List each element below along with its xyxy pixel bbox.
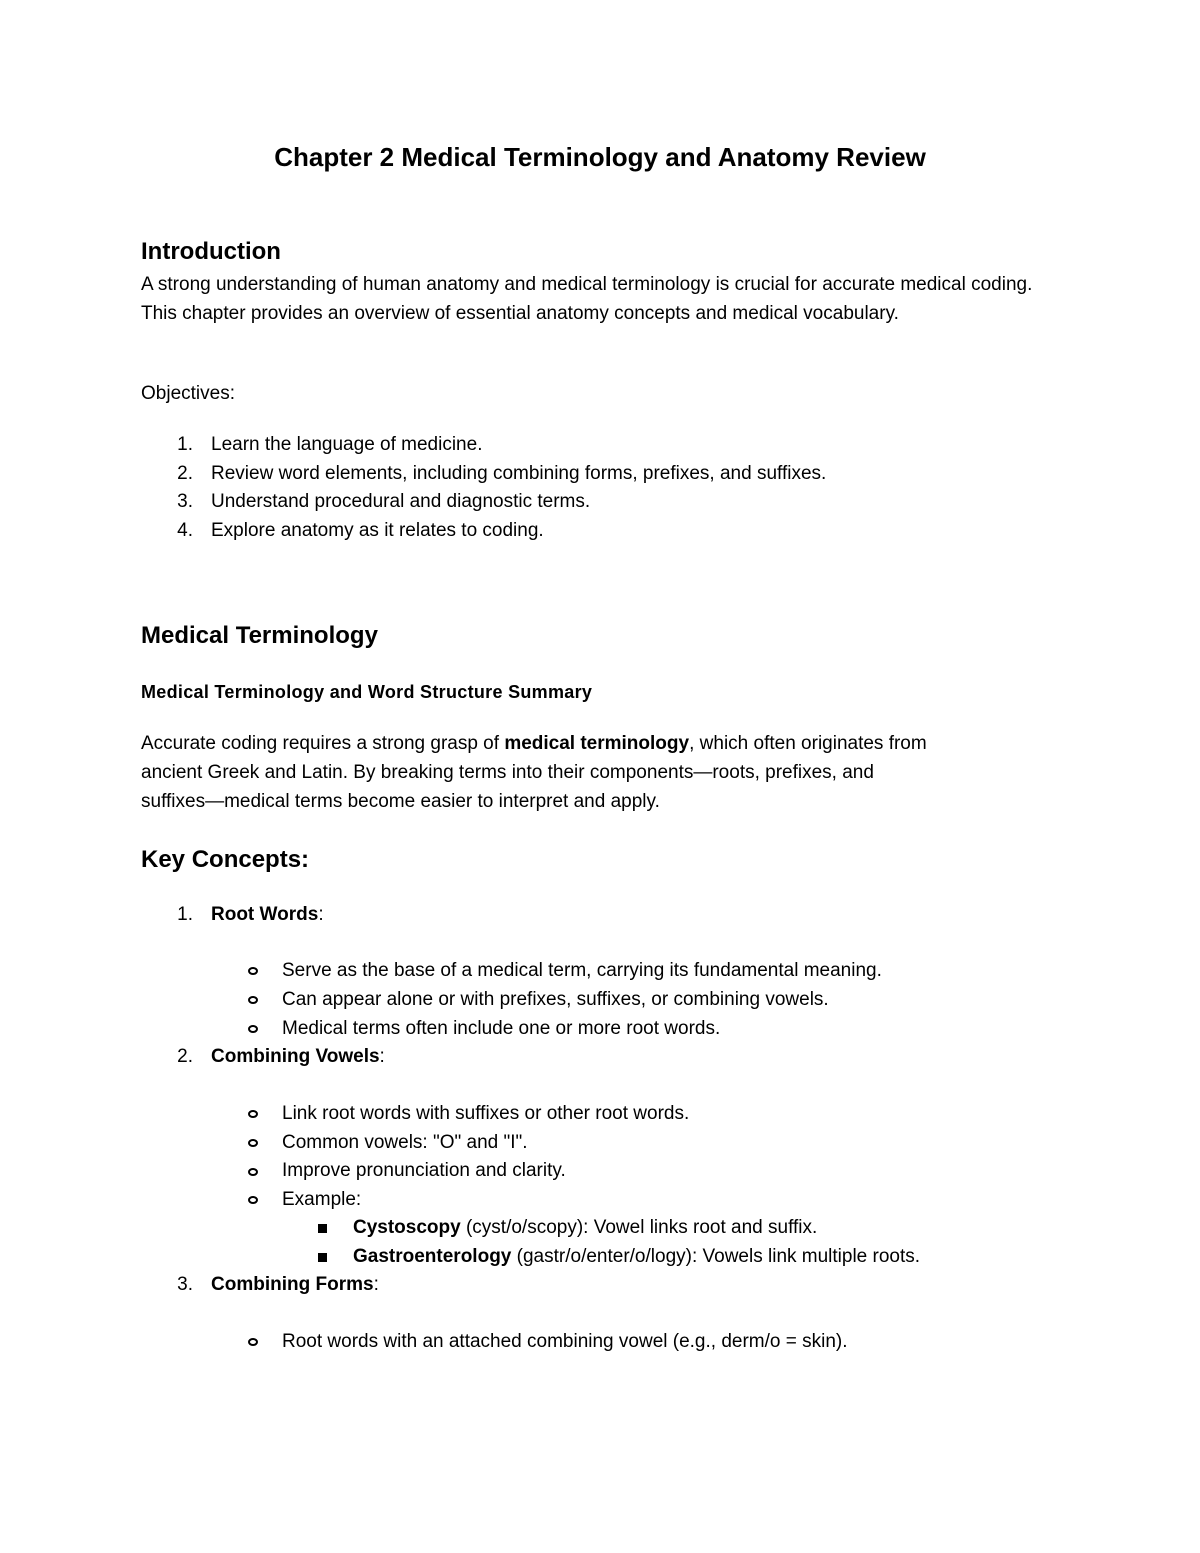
terminology-text: , which often originates from — [689, 733, 927, 754]
objective-number: 2. — [177, 463, 193, 484]
introduction-paragraph: A strong understanding of human anatomy and medical terminology is crucial for accurate medical coding. This chapter provides an overview of essential anatomy concepts and medical vocabulary. — [141, 274, 1033, 324]
terminology-bold-term: medical terminology — [504, 733, 690, 754]
concept-root-words — [211, 901, 324, 929]
example-item — [353, 1214, 817, 1242]
list-item: Root words with an attached combining vowel (e.g., derm/o = skin). — [282, 1331, 848, 1352]
square-bullet-icon — [318, 1253, 327, 1262]
hollow-bullet-icon — [248, 1196, 258, 1204]
hollow-bullet-icon — [248, 1110, 258, 1118]
concept-label: Combining Vowels — [211, 1046, 380, 1067]
concept-label: Root Words — [211, 904, 319, 925]
concept-number: 3. — [177, 1274, 193, 1295]
objective-item: Explore anatomy as it relates to coding. — [211, 520, 544, 541]
terminology-text: Accurate coding requires a strong grasp of — [141, 733, 505, 754]
example-description: (gastr/o/enter/o/logy): Vowels link multiple roots. — [511, 1246, 921, 1267]
objective-number: 1. — [177, 434, 193, 455]
objective-number: 4. — [177, 520, 193, 541]
list-item: Common vowels: "O" and "I". — [282, 1132, 528, 1153]
medical-terminology-heading: Medical Terminology — [141, 622, 378, 649]
hollow-bullet-icon — [248, 1338, 258, 1346]
objective-number: 3. — [177, 491, 193, 512]
example-term: Gastroenterology — [353, 1246, 512, 1267]
word-structure-subheading: Medical Terminology and Word Structure Summary — [141, 682, 593, 702]
key-concepts-heading: Key Concepts: — [141, 846, 310, 873]
concept-colon: : — [379, 1046, 385, 1067]
example-term: Cystoscopy — [353, 1217, 461, 1238]
concept-combining-vowels — [211, 1043, 385, 1071]
hollow-bullet-icon — [248, 967, 258, 975]
list-item: Example: — [282, 1189, 362, 1210]
page-title: Chapter 2 Medical Terminology and Anatomy Review — [274, 142, 926, 172]
list-item: Improve pronunciation and clarity. — [282, 1160, 566, 1181]
list-item: Medical terms often include one or more root words. — [282, 1018, 721, 1039]
terminology-paragraph-line-3: suffixes—medical terms become easier to interpret and apply. — [141, 791, 660, 812]
hollow-bullet-icon — [248, 1168, 258, 1176]
concept-colon: : — [318, 904, 324, 925]
terminology-paragraph-line-1 — [141, 730, 927, 758]
hollow-bullet-icon — [248, 1139, 258, 1147]
concept-colon: : — [373, 1274, 379, 1295]
concept-combining-forms — [211, 1271, 379, 1299]
concept-number: 2. — [177, 1046, 193, 1067]
list-item: Link root words with suffixes or other root words. — [282, 1103, 690, 1124]
example-item — [353, 1243, 920, 1271]
list-item: Can appear alone or with prefixes, suffixes, or combining vowels. — [282, 989, 829, 1010]
objective-item: Understand procedural and diagnostic terms. — [211, 491, 591, 512]
objective-item: Learn the language of medicine. — [211, 434, 483, 455]
objectives-label: Objectives: — [141, 383, 235, 404]
hollow-bullet-icon — [248, 996, 258, 1004]
hollow-bullet-icon — [248, 1025, 258, 1033]
introduction-heading: Introduction — [141, 238, 281, 265]
objective-item: Review word elements, including combining forms, prefixes, and suffixes. — [211, 463, 827, 484]
terminology-paragraph-line-2: ancient Greek and Latin. By breaking terms into their components—roots, prefixes, and — [141, 762, 874, 783]
example-description: (cyst/o/scopy): Vowel links root and suffix. — [460, 1217, 818, 1238]
list-item: Serve as the base of a medical term, carrying its fundamental meaning. — [282, 960, 882, 981]
square-bullet-icon — [318, 1224, 327, 1233]
concept-label: Combining Forms — [211, 1274, 374, 1295]
concept-number: 1. — [177, 904, 193, 925]
